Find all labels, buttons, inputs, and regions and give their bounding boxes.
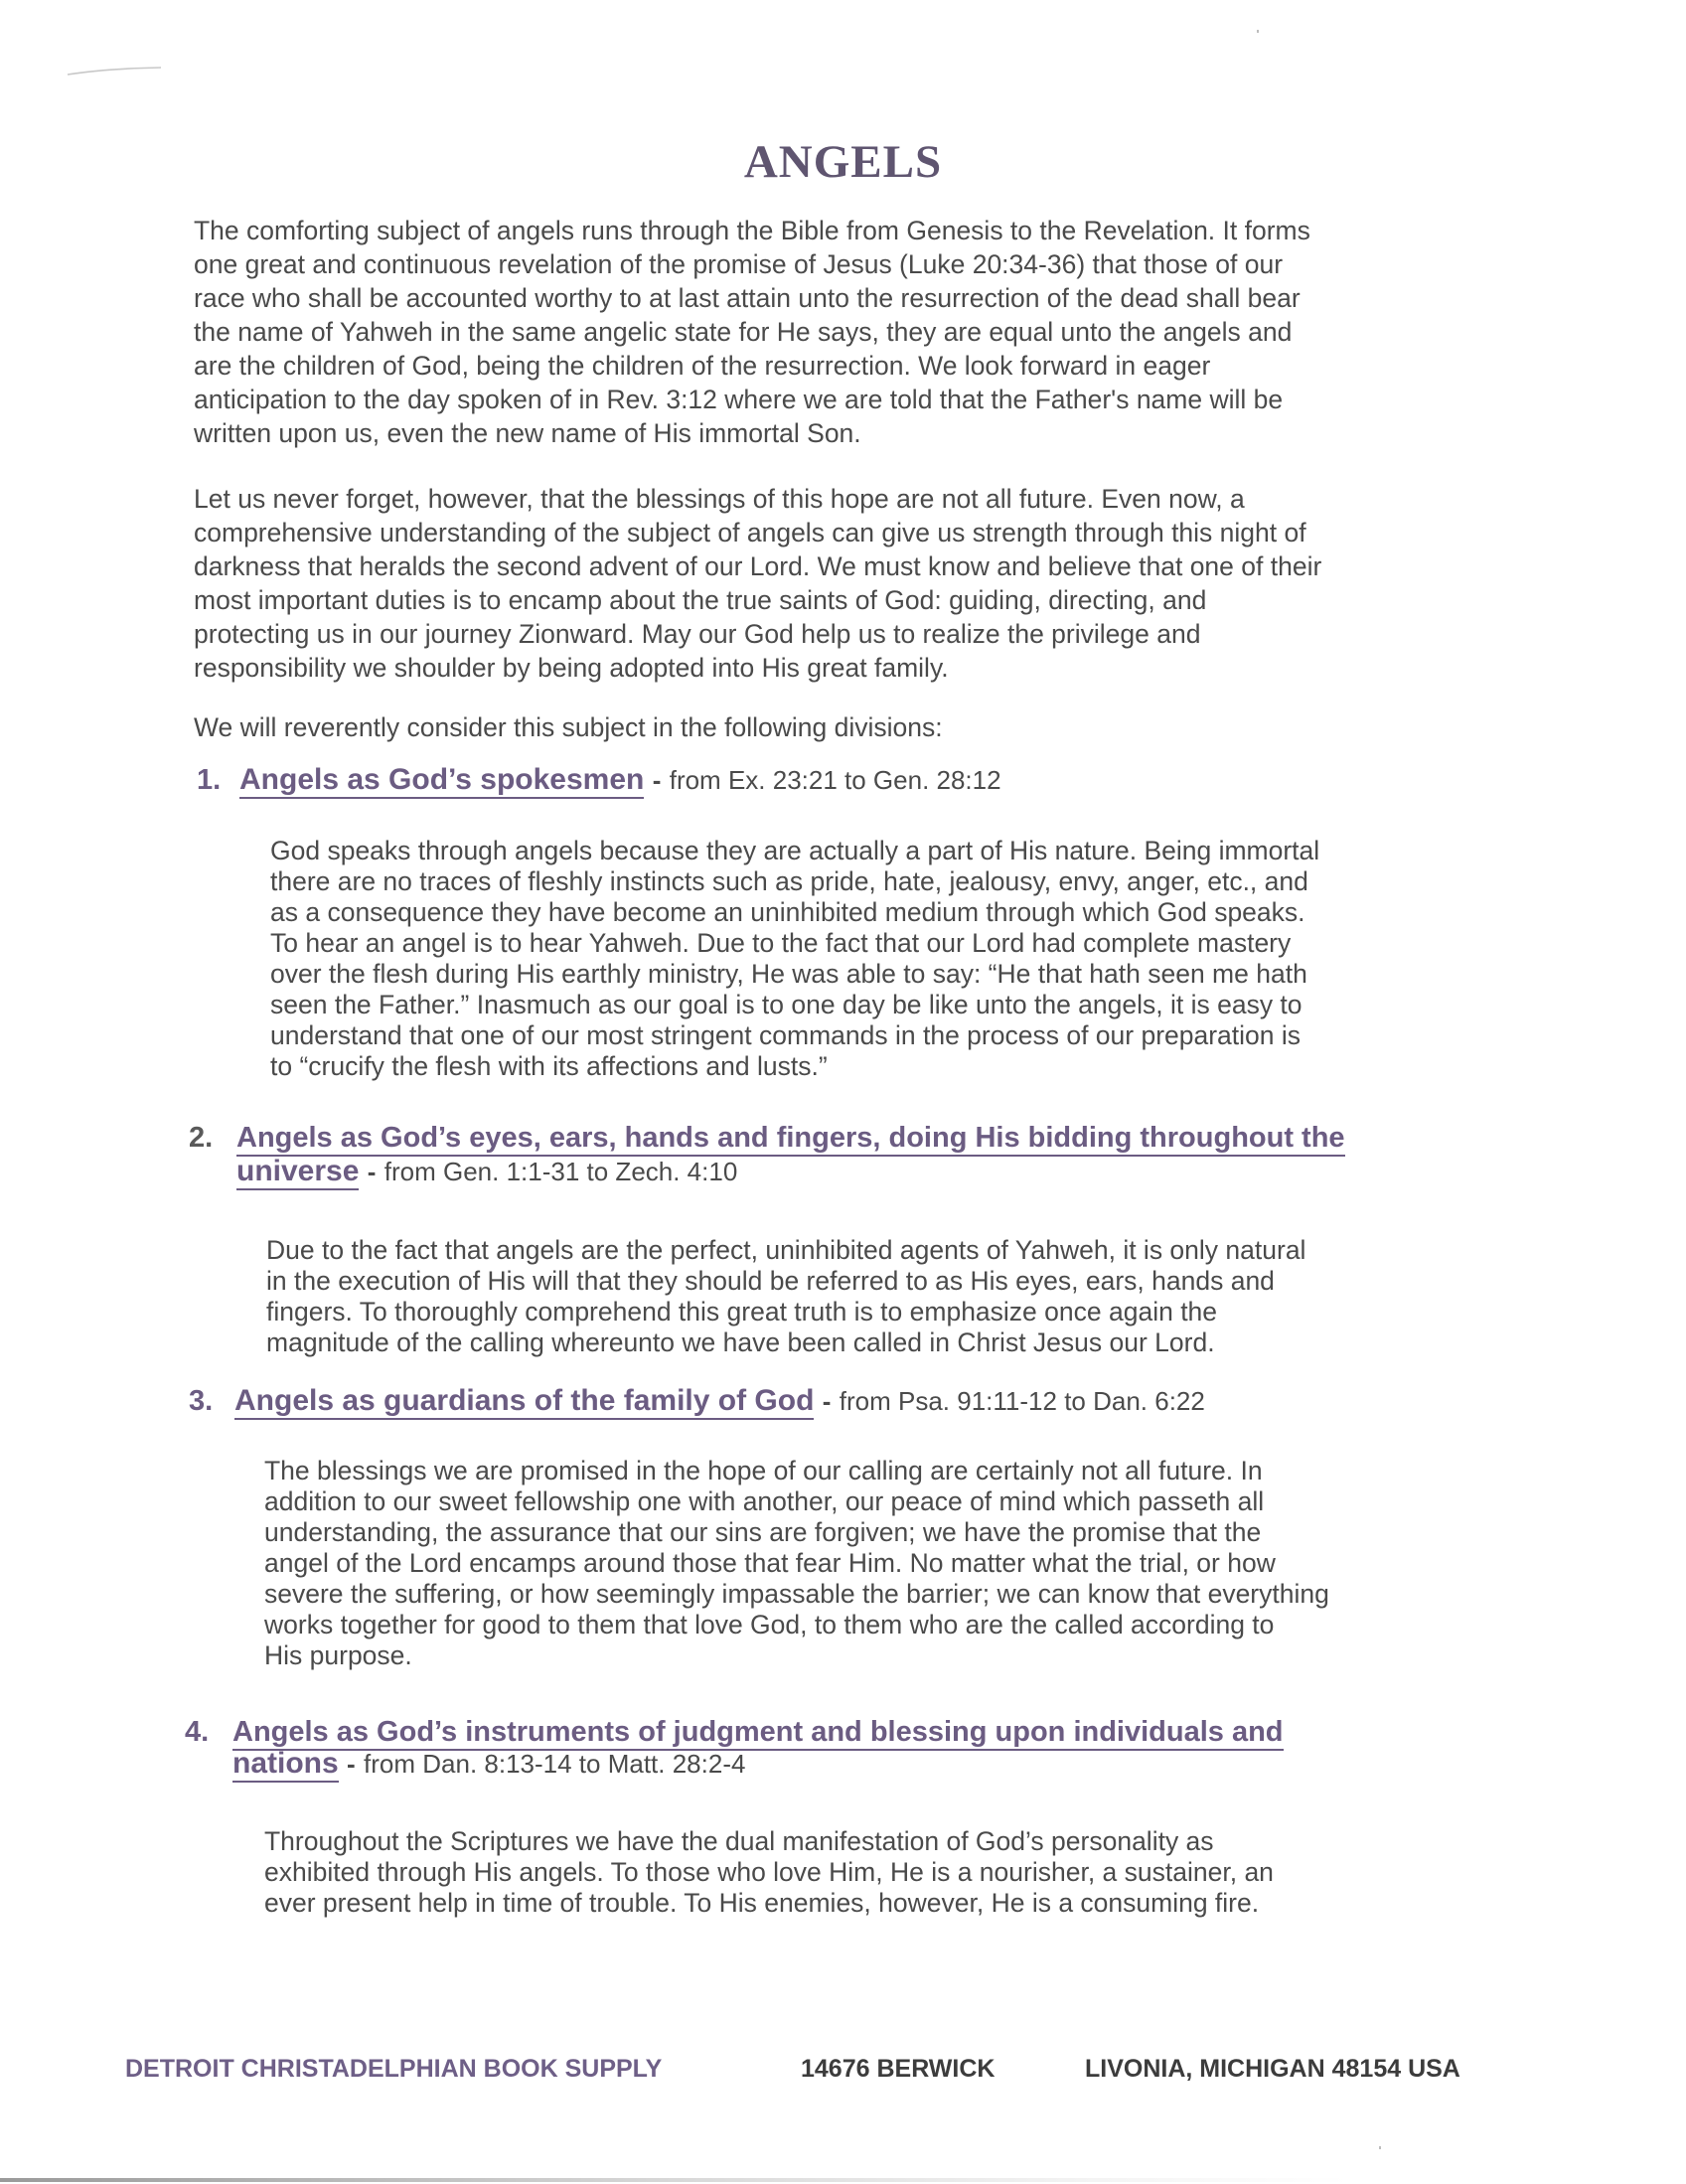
footer-street-address: 14676 BERWICK: [801, 2055, 996, 2083]
text-line: are the children of God, being the children of the resurrection. We look forward in eager: [194, 351, 1211, 381]
text-line: understanding, the assurance that our sins are forgiven; we have the promise that the: [264, 1517, 1262, 1547]
section-heading: [236, 1121, 1345, 1155]
section-number: 2.: [189, 1122, 214, 1154]
text-line: Due to the fact that angels are the perfect, uninhibited agents of Yahweh, it is only natural: [266, 1235, 1306, 1265]
text-line: the name of Yahweh in the same angelic state for He says, they are equal unto the angels and: [194, 317, 1293, 347]
scripture-reference: from Ex. 23:21 to Gen. 28:12: [669, 765, 1001, 795]
text-line: ever present help in time of trouble. To His enemies, however, He is a consuming fire.: [264, 1888, 1260, 1918]
text-line: understand that one of our most stringent commands in the process of our preparation is: [270, 1020, 1302, 1050]
text-line: The blessings we are promised in the hope of our calling are certainly not all future. In: [264, 1456, 1263, 1485]
text-line: fingers. To thoroughly comprehend this great truth is to emphasize once again the: [266, 1297, 1218, 1326]
heading-text: Angels as God’s eyes, ears, hands and fingers, doing His bidding throughout the: [236, 1122, 1345, 1157]
text-line: written upon us, even the new name of His immortal Son.: [194, 418, 861, 448]
text-line: one great and continuous revelation of the promise of Jesus (Luke 20:34-36) that those of our: [194, 249, 1284, 279]
heading-text: Angels as God’s instruments of judgment and blessing upon individuals and: [232, 1716, 1284, 1751]
heading-dash: -: [822, 1386, 832, 1416]
paper-scratch-mark: [66, 66, 165, 76]
text-line: works together for good to them that love God, to them who are the called according to: [264, 1610, 1275, 1639]
scripture-reference: from Dan. 8:13-14 to Matt. 28:2-4: [364, 1749, 746, 1779]
heading-text: Angels as God’s spokesmen: [239, 763, 644, 799]
heading-text: universe: [236, 1155, 359, 1190]
section-heading: [234, 1384, 1205, 1418]
text-line: The comforting subject of angels runs through the Bible from Genesis to the Revelation. It forms: [194, 216, 1310, 245]
text-line: Let us never forget, however, that the blessings of this hope are not all future. Even now, a: [194, 484, 1245, 514]
section-number: 1.: [197, 764, 222, 796]
heading-text: Angels as guardians of the family of God: [234, 1384, 814, 1420]
text-line: His purpose.: [264, 1640, 412, 1670]
text-line: To hear an angel is to hear Yahweh. Due to the fact that our Lord had complete mastery: [270, 928, 1292, 958]
text-line: race who shall be accounted worthy to at last attain unto the resurrection of the dead shall bear: [194, 283, 1301, 313]
heading-dash: -: [367, 1157, 377, 1186]
text-line: Throughout the Scriptures we have the dual manifestation of God’s personality as: [264, 1826, 1214, 1856]
text-line: comprehensive understanding of the subject of angels can give us strength through this night of: [194, 518, 1306, 547]
scripture-reference: from Gen. 1:1-31 to Zech. 4:10: [383, 1157, 738, 1186]
scan-edge-shadow: [0, 2178, 1686, 2182]
paper-speck: [1257, 30, 1259, 33]
section-heading-continued: [236, 1155, 737, 1188]
text-line: responsibility we shoulder by being adopted into His great family.: [194, 653, 949, 683]
text-line: exhibited through His angels. To those who love Him, He is a nourisher, a sustainer, an: [264, 1857, 1274, 1887]
text-line: protecting us in our journey Zionward. May our God help us to realize the privilege and: [194, 619, 1201, 649]
text-line: severe the suffering, or how seemingly impassable the barrier; we can know that everything: [264, 1579, 1329, 1609]
text-line: seen the Father.” Inasmuch as our goal is to one day be like unto the angels, it is easy to: [270, 990, 1303, 1019]
text-line: addition to our sweet fellowship one with another, our peace of mind which passeth all: [264, 1486, 1265, 1516]
text-line: there are no traces of fleshly instincts such as pride, hate, jealousy, envy, anger, etc., and: [270, 866, 1308, 896]
section-heading: [239, 763, 1001, 797]
page-title: ANGELS: [743, 136, 943, 188]
scripture-reference: from Psa. 91:11-12 to Dan. 6:22: [839, 1386, 1205, 1416]
text-line: angel of the Lord encamps around those that fear Him. No matter what the trial, or how: [264, 1548, 1276, 1578]
text-line: to “crucify the flesh with its affections and lusts.”: [270, 1051, 828, 1081]
text-line: anticipation to the day spoken of in Rev. 3:12 where we are told that the Father's name will be: [194, 385, 1284, 414]
paper-speck: [1379, 2146, 1381, 2149]
footer-organization: DETROIT CHRISTADELPHIAN BOOK SUPPLY: [125, 2055, 663, 2083]
section-heading: [232, 1715, 1284, 1749]
text-line: in the execution of His will that they should be referred to as His eyes, ears, hands and: [266, 1266, 1275, 1296]
text-line: darkness that heralds the second advent of our Lord. We must know and believe that one of their: [194, 551, 1322, 581]
footer-city: LIVONIA, MICHIGAN 48154 USA: [1085, 2055, 1460, 2083]
text-line: over the flesh during His earthly ministry, He was able to say: “He that hath seen me hath: [270, 959, 1307, 989]
heading-text: nations: [232, 1747, 339, 1783]
section-heading-continued: [232, 1747, 745, 1781]
text-line: most important duties is to encamp about the true saints of God: guiding, directing, and: [194, 585, 1207, 615]
text-line: magnitude of the calling whereunto we have been called in Christ Jesus our Lord.: [266, 1327, 1215, 1357]
heading-dash: -: [347, 1749, 356, 1779]
section-number: 3.: [189, 1385, 214, 1417]
heading-dash: -: [652, 765, 662, 795]
section-number: 4.: [185, 1716, 210, 1748]
divisions-intro: We will reverently consider this subject in the following divisions:: [194, 712, 943, 742]
text-line: God speaks through angels because they are actually a part of His nature. Being immortal: [270, 836, 1320, 865]
text-line: as a consequence they have become an uninhibited medium through which God speaks.: [270, 897, 1305, 927]
